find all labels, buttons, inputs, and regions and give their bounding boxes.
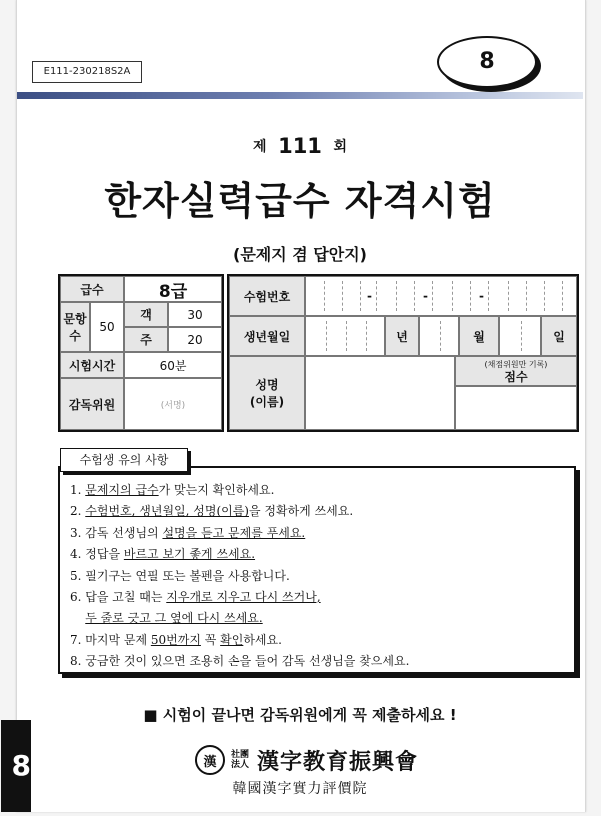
- grade-label: 급수: [60, 276, 124, 302]
- dob-day-field[interactable]: [499, 316, 541, 356]
- seal-icon: 漢: [195, 745, 225, 775]
- notice-item-4: 4. 정답을 바르고 보기 좋게 쓰세요.: [70, 547, 256, 562]
- time-label: 시험시간: [60, 352, 124, 378]
- questions-total: 50: [90, 302, 124, 352]
- score-field: [455, 386, 577, 430]
- notice-list: [58, 466, 576, 674]
- round-number: 111: [278, 134, 322, 158]
- submit-notice: ■ 시험이 끝나면 감독위원에게 꼭 제출하세요 !: [143, 706, 457, 724]
- score-label: 점수: [504, 370, 528, 384]
- notice-item-2: 2. 수험번호, 생년월일, 성명(이름)을 정확하게 쓰세요.: [70, 504, 354, 519]
- exam-sheet: [11, 0, 586, 812]
- notice-item-1: 1. 문제지의 급수가 맞는지 확인하세요.: [70, 483, 275, 497]
- grade-badge: 8: [437, 36, 537, 88]
- exam-info-table: [58, 274, 224, 432]
- subjective-label: 주: [124, 327, 168, 352]
- questions-label: 문항 수: [60, 302, 90, 352]
- proctor-label: 감독위원: [60, 378, 124, 430]
- notice-heading: 수험생 유의 사항: [60, 448, 188, 472]
- notice-item-6: 6. 답을 고칠 때는 지우개로 지우고 다시 쓰거나,: [70, 589, 321, 604]
- exam-number-field[interactable]: [305, 276, 577, 316]
- name-label: 성명 (이름): [229, 356, 305, 430]
- dob-year-field[interactable]: [305, 316, 385, 356]
- proctor-signature-field[interactable]: (서명): [124, 378, 222, 430]
- exam-number-label: 수험번호: [229, 276, 305, 316]
- dob-year-label: 년: [385, 316, 419, 356]
- header-divider: [17, 92, 583, 99]
- subjective-count: 20: [168, 327, 222, 352]
- notice-item-6-cont: 두 줄로 긋고 그 옆에 다시 쓰세요.: [85, 611, 263, 626]
- name-field[interactable]: [305, 356, 455, 430]
- dob-day-label: 일: [541, 316, 577, 356]
- exam-number-dash-1: -: [367, 289, 372, 303]
- grade-value: 8급: [124, 276, 222, 302]
- exam-subtitle: (문제지 겸 답안지): [233, 245, 367, 264]
- round-prefix: 제: [252, 139, 267, 155]
- objective-count: 30: [168, 302, 222, 327]
- exam-number-dash-2: -: [423, 289, 428, 303]
- org-subtitle: 韓國漢字實力評價院: [232, 781, 368, 797]
- time-value: 60분: [124, 352, 222, 378]
- exam-number-dash-3: -: [479, 289, 484, 303]
- notice-item-7: 7. 마지막 문제 50번까지 꼭 확인하세요.: [70, 632, 282, 647]
- objective-label: 객: [124, 302, 168, 327]
- org-prefix: 社團法人: [231, 750, 250, 770]
- candidate-info-table: [227, 274, 579, 432]
- dob-label: 생년월일: [229, 316, 305, 356]
- organization-logo: [195, 742, 418, 778]
- score-header: [455, 356, 577, 386]
- exam-title: 한자실력급수 자격시험: [104, 179, 496, 223]
- score-note: (채점위원만 기록): [484, 360, 548, 369]
- round-suffix: 회: [333, 139, 348, 155]
- grade-tab: 8: [1, 720, 31, 812]
- notice-item-3: 3. 감독 선생님의 설명을 듣고 문제를 푸세요.: [70, 525, 306, 540]
- exam-round: [17, 134, 583, 158]
- dob-month-label: 월: [459, 316, 499, 356]
- org-name: 漢字教育振興會: [257, 748, 419, 775]
- notice-item-5: 5. 필기구는 연필 또는 볼펜을 사용합니다.: [70, 568, 290, 583]
- dob-month-field[interactable]: [419, 316, 459, 356]
- notice-item-8: 8. 궁금한 것이 있으면 조용히 손을 들어 감독 선생님을 찾으세요.: [70, 654, 410, 669]
- exam-code: E111-230218S2A: [32, 61, 142, 83]
